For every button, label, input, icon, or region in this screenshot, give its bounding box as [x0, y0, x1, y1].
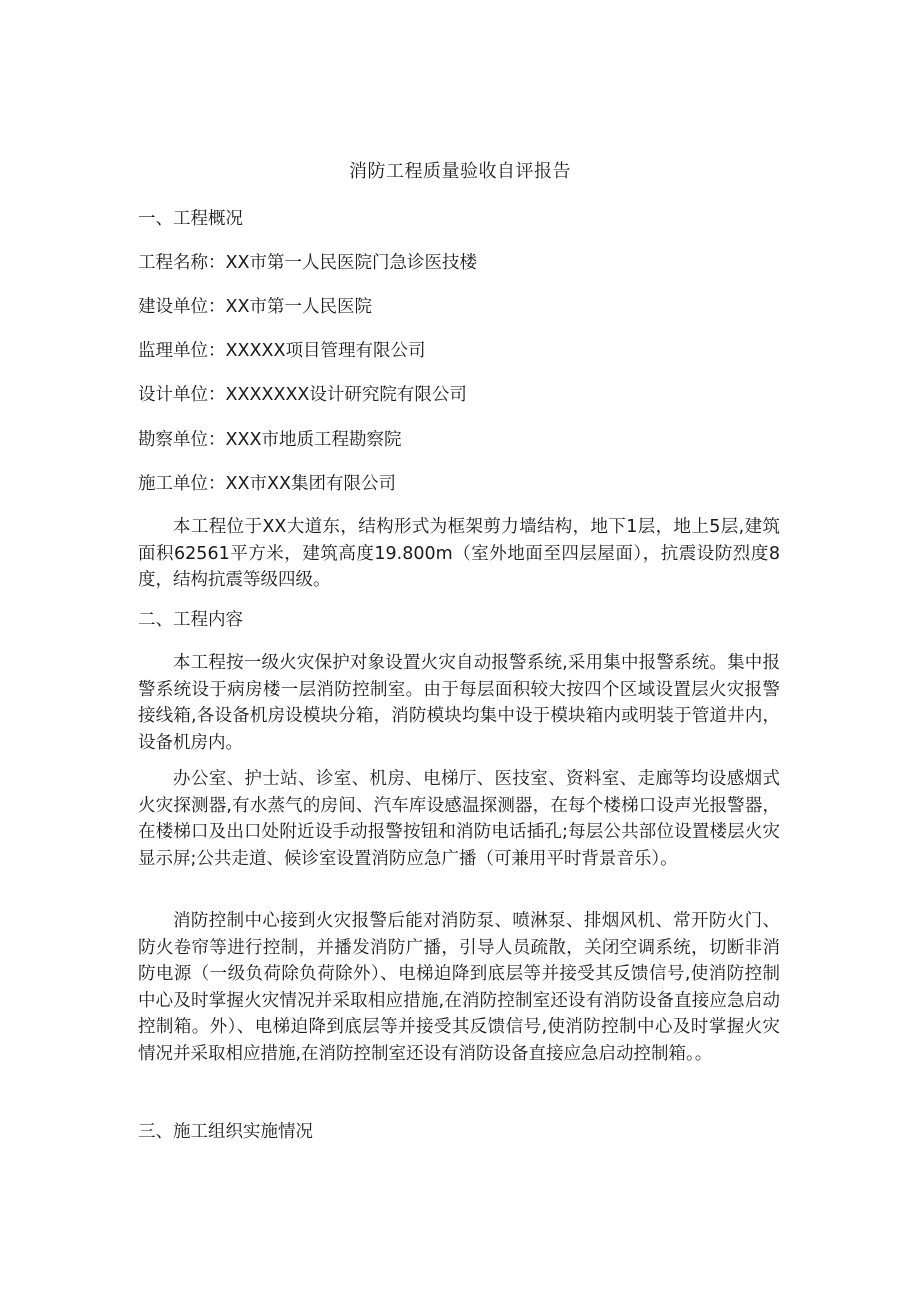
content-paragraph-2: 办公室、护士站、诊室、机房、电梯厅、医技室、资料室、走廊等均设感烟式火灾探测器,有水蒸气的房间、汽车库设感温探测器，在每个楼梯口设声光报警器，在楼梯口及出口处附近设手动报警按钮和消防电话插孔;每层公共部位设置楼层火灾显示屏;公共走道、候诊室设置消防应急广播（可兼用平时背景音乐）。 — [138, 769, 780, 869]
field-value: XXXXX项目管理有限公司 — [225, 341, 426, 361]
section-heading-organization: 三、施工组织实施情况 — [138, 1122, 313, 1142]
overview-paragraph: 本工程位于XX大道东，结构形式为框架剪力墙结构，地下1层，地上5层,建筑面积62561平方米，建筑高度19.800m（室外地面至四层屋面），抗震设防烈度8度，结构抗震等级四级。 — [138, 517, 780, 590]
field-supervision-unit — [138, 339, 778, 363]
field-value: XXXXXXX设计研究院有限公司 — [225, 385, 467, 405]
content-paragraph-3: 消防控制中心接到火灾报警后能对消防泵、喷淋泵、排烟风机、常开防火门、防火卷帘等进行控制，并播发消防广播，引导人员疏散，关闭空调系统，切断非消防电源（一级负荷除负荷除外）、电梯迫降到底层等并接受其反馈信号,使消防控制中心及时掌握火灾情况并采取相应措施,在消防控制室还设有消防设备直接应急启动控制箱。外）、电梯迫降到底层等并接受其反馈信号,使消防控制中心及时掌握火灾情况并采取相应措施,在消防控制室还设有消防设备直接应急启动控制箱。。 — [138, 911, 780, 1064]
field-label: 建设单位： — [138, 297, 226, 317]
field-value: XX市第一人民医院门急诊医技楼 — [225, 253, 477, 273]
field-label: 监理单位： — [138, 341, 226, 361]
field-label: 施工单位： — [138, 474, 226, 494]
field-value: XX市第一人民医院 — [225, 297, 372, 317]
field-survey-unit — [138, 428, 778, 452]
field-value: XX市XX集团有限公司 — [225, 474, 396, 494]
field-value: XXX市地质工程勘察院 — [225, 430, 402, 450]
document-title: 消防工程质量验收自评报告 — [349, 161, 571, 182]
field-label: 工程名称： — [138, 253, 226, 273]
field-construction-unit — [138, 295, 778, 319]
section-heading-overview: 一、工程概况 — [138, 209, 243, 229]
section-heading-content: 二、工程内容 — [138, 610, 243, 630]
field-design-unit — [138, 383, 778, 407]
content-paragraph-1: 本工程按一级火灾保护对象设置火灾自动报警系统,采用集中报警系统。集中报警系统设于病房楼一层消防控制室。由于每层面积较大按四个区域设置层火灾报警接线箱,各设备机房设模块分箱，消防模块均集中设于模块箱内或明装于管道井内，设备机房内。 — [138, 653, 780, 753]
field-project-name — [138, 251, 778, 275]
field-label: 设计单位： — [138, 385, 226, 405]
field-label: 勘察单位： — [138, 430, 226, 450]
field-contractor-unit — [138, 472, 778, 496]
